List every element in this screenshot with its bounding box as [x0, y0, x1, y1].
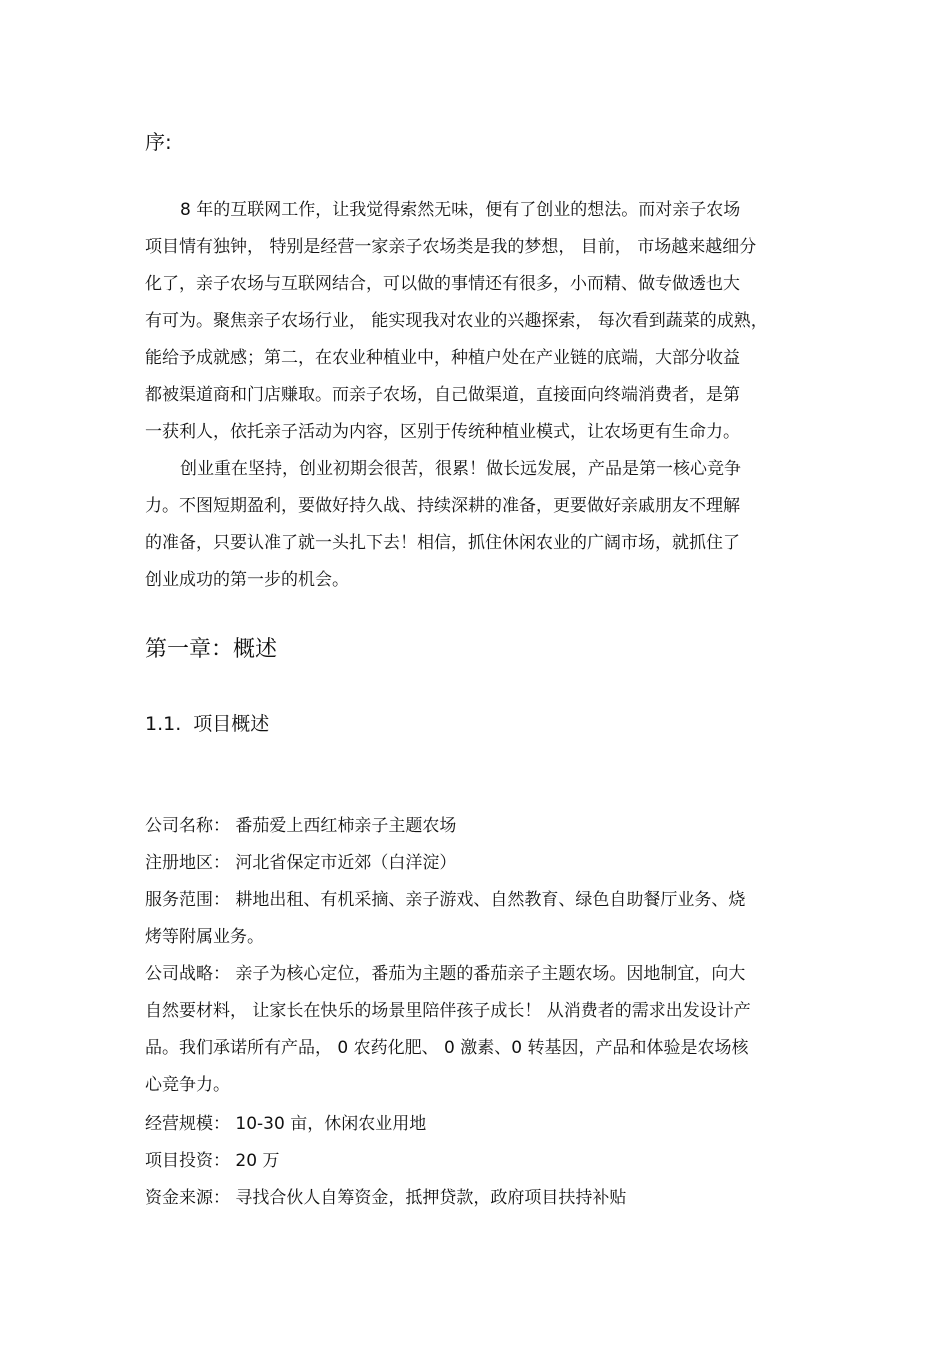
preface-p1-line: 化了，亲子农场与互联网结合，可以做的事情还有很多，小而精、做专做透也大 [145, 274, 740, 294]
preface-p1-line: 有可为。聚焦亲子农场行业， 能实现我对农业的兴趣探索， 每次看到蔬菜的成熟， [145, 311, 768, 331]
preface-p2-line: 创业成功的第一步的机会。 [145, 570, 349, 590]
preface-title: 序: [145, 130, 172, 154]
preface-p1-line: 8 年的互联网工作，让我觉得索然无味，便有了创业的想法。而对亲子农场 [180, 200, 741, 220]
strategy-row: 自然要材料， 让家长在快乐的场景里陪伴孩子成长！ 从消费者的需求出发设计产 [145, 1001, 751, 1021]
section-heading [145, 712, 269, 736]
service-scope-row: 烤等附属业务。 [145, 927, 264, 947]
section-title: 项目概述 [193, 713, 270, 735]
service-scope-row: 服务范围： 耕地出租、有机采摘、亲子游戏、自然教育、绿色自助餐厅业务、烧 [145, 890, 746, 910]
preface-p2-line: 力。不图短期盈利，要做好持久战、持续深耕的准备，更要做好亲戚朋友不理解 [145, 496, 740, 516]
preface-p1-line: 能给予成就感；第二，在农业种植业中，种植户处在产业链的底端，大部分收益 [145, 348, 740, 368]
strategy-row: 品。我们承诺所有产品， 0 农药化肥、 0 激素、0 转基因，产品和体验是农场核 [145, 1038, 749, 1058]
preface-p1-line: 一获利人，依托亲子活动为内容，区别于传统种植业模式，让农场更有生命力。 [145, 422, 740, 442]
scale-row: 经营规模： 10-30 亩，休闲农业用地 [145, 1114, 427, 1134]
funding-row: 资金来源： 寻找合伙人自筹资金，抵押贷款，政府项目扶持补贴 [145, 1188, 627, 1208]
chapter-title: 第一章：概述 [145, 637, 278, 662]
section-number: 1.1. [145, 713, 182, 735]
preface-p1-line: 都被渠道商和门店赚取。而亲子农场，自己做渠道，直接面向终端消费者，是第 [145, 385, 740, 405]
investment-row: 项目投资： 20 万 [145, 1151, 280, 1171]
preface-p1-line: 项目情有独钟， 特别是经营一家亲子农场类是我的梦想， 目前， 市场越来越细分 [145, 237, 757, 257]
preface-p2-line: 创业重在坚持，创业初期会很苦，很累！做长远发展，产品是第一核心竞争 [180, 459, 741, 479]
strategy-row: 心竞争力。 [145, 1075, 230, 1095]
strategy-row: 公司战略： 亲子为核心定位，番茄为主题的番茄亲子主题农场。因地制宜，向大 [145, 964, 746, 984]
company-name-row: 公司名称： 番茄爱上西红柿亲子主题农场 [145, 816, 457, 836]
preface-p2-line: 的准备，只要认准了就一头扎下去！相信，抓住休闲农业的广阔市场，就抓住了 [145, 533, 740, 553]
region-row: 注册地区： 河北省保定市近郊（白洋淀） [145, 853, 457, 873]
